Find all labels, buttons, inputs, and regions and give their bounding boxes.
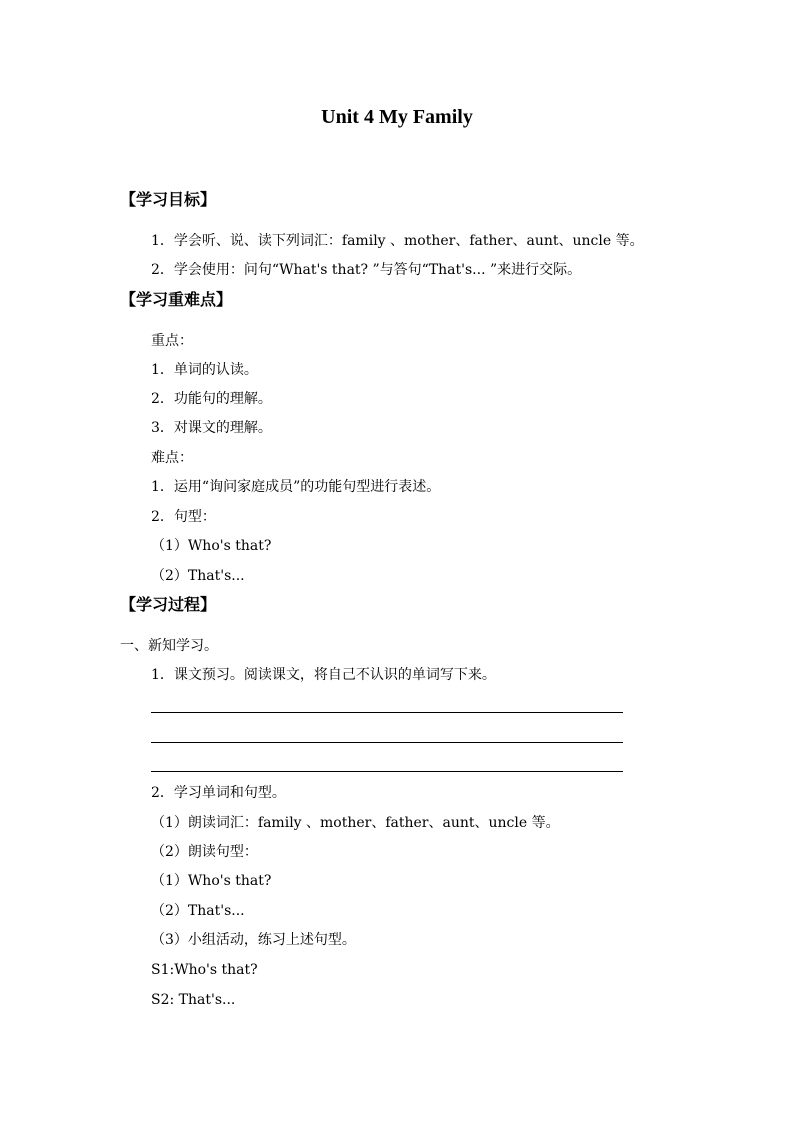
focus-item: 1．单词的认读。	[151, 362, 258, 378]
focus-item: 2．功能句的理解。	[151, 391, 272, 407]
section-heading-goals: 【学习目标】	[120, 190, 217, 209]
difficulty-label: 难点：	[151, 450, 193, 466]
section-heading-process: 【学习过程】	[120, 595, 217, 614]
process-step: 1．课文预习。阅读课文，将自己不认识的单词写下来。	[151, 667, 496, 683]
dialogue-line: S2: That's...	[151, 992, 236, 1008]
process-sub-item: （2）That's...	[151, 903, 245, 919]
difficulty-item: （2）That's...	[151, 568, 245, 584]
process-sub-item: （1）Who's that?	[151, 873, 272, 889]
answer-line[interactable]	[151, 712, 623, 713]
answer-line[interactable]	[151, 742, 623, 743]
difficulty-item: 2．句型：	[151, 509, 216, 525]
process-sub-item: （3）小组活动，练习上述句型。	[151, 932, 356, 948]
difficulty-item: （1）Who's that?	[151, 538, 272, 554]
difficulty-item: 1．运用“询问家庭成员”的功能句型进行表述。	[151, 479, 441, 495]
goal-item: 2．学会使用：问句“What's that? ”与答句“That's... ”来进行交际。	[151, 262, 582, 278]
focus-item: 3．对课文的理解。	[151, 420, 272, 436]
document-title: Unit 4 My Family	[321, 106, 473, 128]
section-heading-key-points: 【学习重难点】	[120, 290, 233, 309]
dialogue-line: S1:Who's that?	[151, 962, 258, 978]
focus-label: 重点：	[151, 333, 193, 349]
process-step: 2．学习单词和句型。	[151, 785, 286, 801]
goal-item: 1．学会听、说、读下列词汇：family 、mother、father、aunt、uncle 等。	[151, 233, 644, 249]
answer-line[interactable]	[151, 771, 623, 772]
part-one-heading: 一、新知学习。	[120, 638, 218, 654]
process-sub-item: （2）朗读句型：	[151, 844, 258, 860]
process-sub-item: （1）朗读词汇：family 、mother、father、aunt、uncle 等。	[151, 815, 560, 831]
